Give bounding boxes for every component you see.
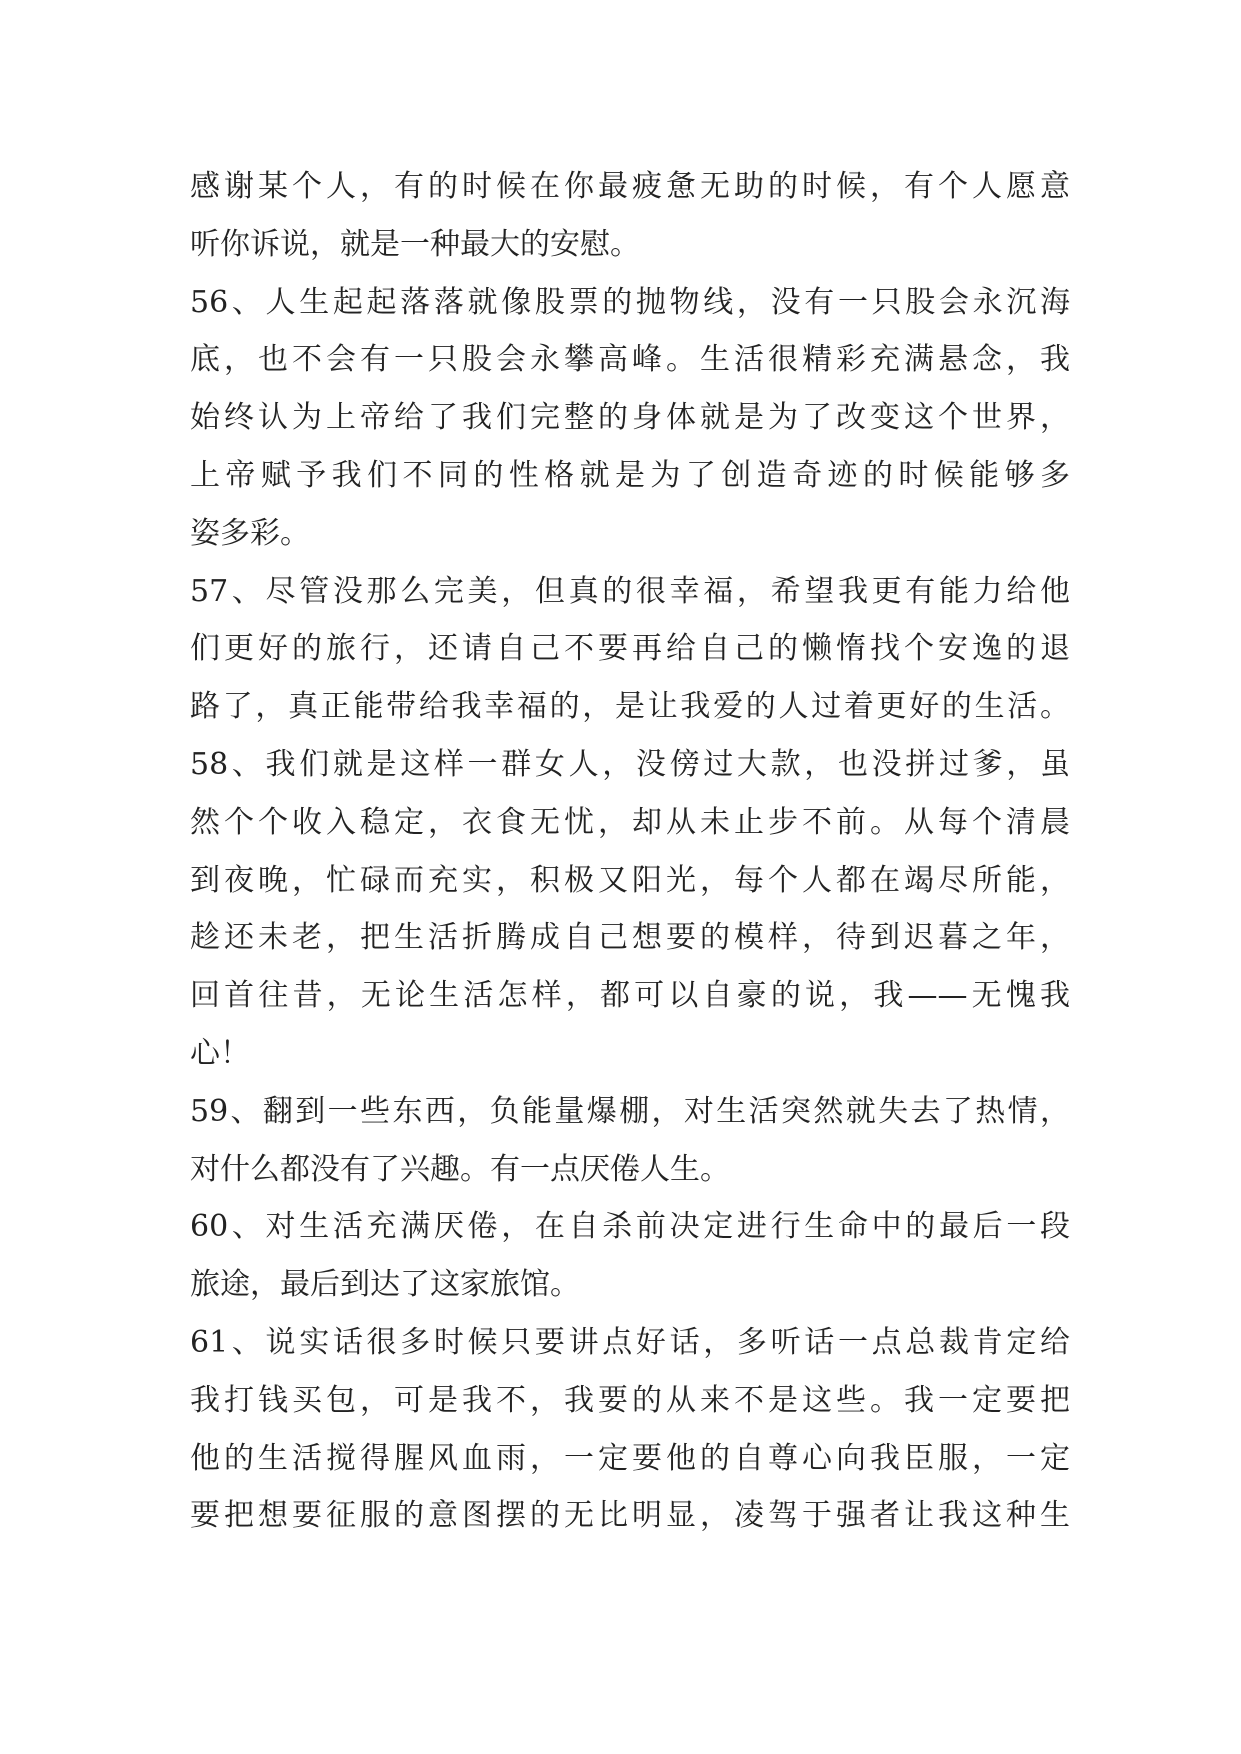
text-line: 58、我们就是这样一群女人，没傍过大款，也没拼过爹，虽 — [190, 746, 1070, 782]
text-line: 56、人生起起落落就像股票的抛物线，没有一只股会永沉海 — [190, 284, 1070, 320]
text-line: 59、翻到一些东西，负能量爆棚，对生活突然就失去了热情， — [190, 1093, 1070, 1129]
text-line: 感谢某个人，有的时候在你最疲惫无助的时候，有个人愿意 — [190, 169, 1070, 204]
text-line: 60、对生活充满厌倦，在自杀前决定进行生命中的最后一段 — [190, 1209, 1070, 1245]
text-line: 听你诉说，就是一种最大的安慰。 — [190, 226, 640, 262]
body-text — [190, 158, 1070, 1545]
text-line: 57、尽管没那么完美，但真的很幸福，希望我更有能力给他 — [190, 573, 1070, 609]
text-line: 然个个收入稳定，衣食无忧，却从未止步不前。从每个清晨 — [190, 804, 1070, 840]
text-line: 底，也不会有一只股会永攀高峰。生活很精彩充满悬念，我 — [190, 342, 1070, 378]
text-line: 到夜晚，忙碌而充实，积极又阳光，每个人都在竭尽所能， — [190, 862, 1070, 898]
text-line: 回首往昔，无论生活怎样，都可以自豪的说，我——无愧我 — [190, 978, 1070, 1014]
text-line: 上帝赋予我们不同的性格就是为了创造奇迹的时候能够多 — [190, 457, 1070, 493]
text-line: 始终认为上帝给了我们完整的身体就是为了改变这个世界， — [190, 400, 1070, 436]
text-line: 旅途，最后到达了这家旅馆。 — [190, 1267, 580, 1303]
text-line: 们更好的旅行，还请自己不要再给自己的懒惰找个安逸的退 — [190, 631, 1070, 667]
text-line: 心！ — [190, 1035, 250, 1071]
text-line: 路了，真正能带给我幸福的，是让我爱的人过着更好的生活。 — [190, 689, 1070, 725]
text-line: 对什么都没有了兴趣。有一点厌倦人生。 — [190, 1151, 730, 1187]
text-line: 姿多彩。 — [190, 515, 310, 551]
text-line: 他的生活搅得腥风血雨，一定要他的自尊心向我臣服，一定 — [190, 1440, 1070, 1476]
text-line: 要把想要征服的意图摆的无比明显，凌驾于强者让我这种生 — [190, 1498, 1070, 1534]
text-line: 我打钱买包，可是我不，我要的从来不是这些。我一定要把 — [190, 1382, 1070, 1418]
text-line: 趁还未老，把生活折腾成自己想要的模样，待到迟暮之年， — [190, 920, 1070, 956]
text-line: 61、说实话很多时候只要讲点好话，多听话一点总裁肯定给 — [190, 1324, 1070, 1360]
